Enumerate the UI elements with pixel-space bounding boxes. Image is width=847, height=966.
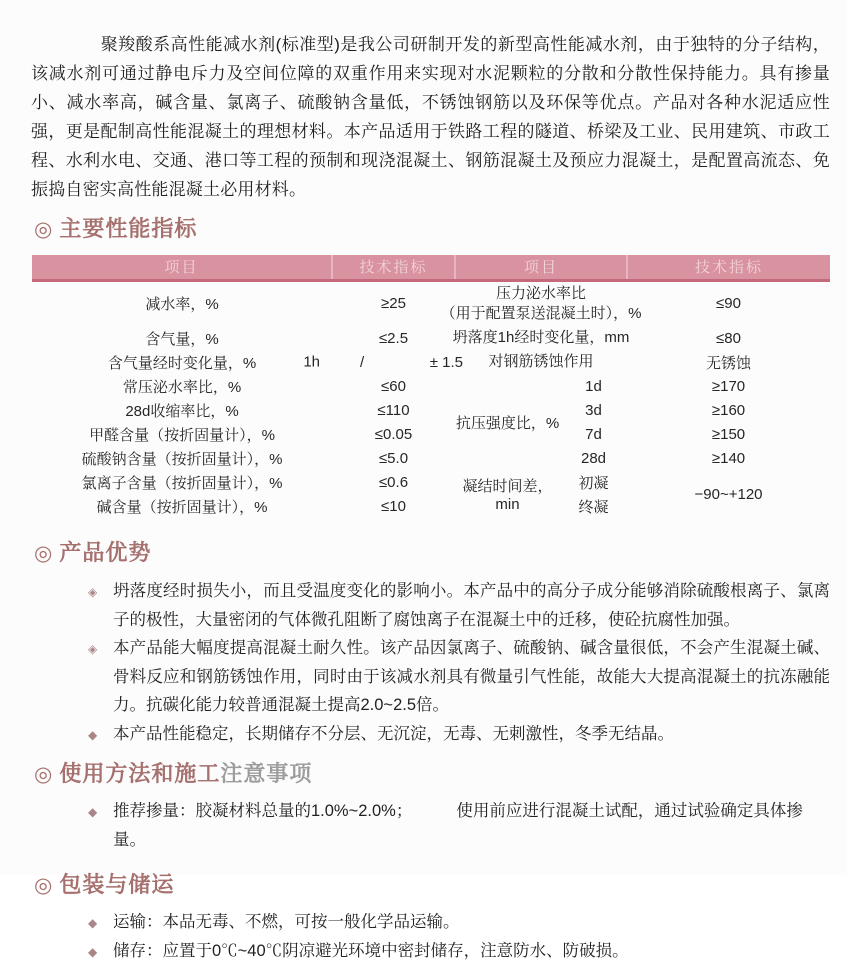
table-row [32, 398, 830, 422]
performance-spec-table [32, 255, 830, 518]
section-marker-icon: ◎ [34, 218, 53, 241]
section-heading-packing [34, 872, 830, 899]
cell-value: ≤2.5 [332, 326, 455, 350]
trial-mix-note: 使用前应进行混凝土试配，通过试验确定具体掺量。 [113, 802, 803, 849]
table-row [32, 374, 830, 398]
cell-value: 无锈蚀 [627, 350, 830, 374]
table-row [32, 280, 830, 326]
cell-item: 碱含量（按折固量计），% [32, 494, 332, 518]
cell-value: −90~+120 [627, 470, 830, 518]
diamond-bullet-icon: ◆ [88, 938, 97, 966]
cell-slash: / [360, 354, 364, 371]
cell-item: 含气量经时变化量，% 1h [32, 350, 332, 374]
column-header-spec-right: 技术指标 [627, 255, 830, 280]
column-header-item-right: 项目 [455, 255, 627, 280]
advantages-list [31, 577, 830, 748]
cell-value: ≤80 [627, 326, 830, 350]
list-item: ◆ 本产品性能稳定，长期储存不分层、无沉淀，无毒、无刺激性，冬季无结晶。 [31, 720, 830, 749]
section-heading-performance [34, 216, 830, 243]
cell-value: ≥150 [627, 422, 830, 446]
cell-item: 减水率，% [32, 280, 332, 326]
table-row [32, 470, 830, 494]
cell-value: ≤5.0 [332, 446, 455, 470]
column-header-item-left: 项目 [32, 255, 332, 280]
cell-item: 28d收缩率比，% [32, 398, 332, 422]
cell-value: ≤10 [332, 494, 455, 518]
list-item: ◆ 储存：应置于0℃~40℃阴凉避光环境中密封储存，注意防水、防破损。 [31, 937, 830, 966]
cell-value: ≤110 [332, 398, 455, 422]
cell-item: 常压泌水率比，% [32, 374, 332, 398]
cell-item-group: 抗压强度比，% [455, 374, 560, 470]
cell-item: 硫酸钠含量（按折固量计），% [32, 446, 332, 470]
cell-value [332, 350, 455, 374]
section-title: 主要性能指标 [59, 216, 197, 241]
cell-value: ≤60 [332, 374, 455, 398]
section-heading-usage [34, 761, 830, 788]
cell-sub-label: 初凝 [560, 470, 627, 494]
cell-value: ≤0.05 [332, 422, 455, 446]
cell-sub-label: 1d [560, 374, 627, 398]
table-row [32, 350, 830, 374]
column-header-spec-left: 技术指标 [332, 255, 455, 280]
section-heading-advantages [34, 540, 830, 567]
section-marker-icon: ◎ [34, 763, 53, 786]
section-title-fade: 注意事项 [220, 761, 312, 786]
cell-sub-label: 终凝 [560, 494, 627, 518]
cell-value-number: ± 1.5 [430, 354, 463, 371]
cell-sub-label: 1h [303, 354, 320, 371]
cell-value: ≥25 [332, 280, 455, 326]
cell-item: 坍落度1h经时变化量，mm [455, 326, 627, 350]
diamond-bullet-icon: ◈ [88, 578, 97, 607]
cell-sub-label: 3d [560, 398, 627, 422]
list-item: ◆ 运输：本品无毒、不燃，可按一般化学品运输。 [31, 908, 830, 937]
cell-item [455, 280, 627, 326]
table-row [32, 422, 830, 446]
cell-item-group: 凝结时间差，min [455, 470, 560, 518]
cell-item-line2: （用于配置泵送混凝土时），% [441, 304, 642, 324]
diamond-bullet-icon: ◆ [88, 909, 97, 938]
cell-sub-label: 7d [560, 422, 627, 446]
cell-value: ≥140 [627, 446, 830, 470]
table-row [32, 326, 830, 350]
section-title-main: 使用方法和施工 [59, 761, 220, 786]
section-marker-icon: ◎ [34, 874, 53, 897]
diamond-bullet-icon: ◈ [88, 635, 97, 664]
cell-sub-label: 28d [560, 446, 627, 470]
cell-value: ≤0.6 [332, 470, 455, 494]
dosage-recommendation: 推荐掺量：胶凝材料总量的1.0%~2.0%； [113, 802, 412, 820]
cell-item: 氯离子含量（按折固量计），% [32, 470, 332, 494]
list-item: ◈ 本产品能大幅度提高混凝土耐久性。该产品因氯离子、硫酸钠、碱含量很低，不会产生混凝土碱、骨料反应和钢筋锈蚀作用，同时由于该减水剂具有微量引气性能，故能大大提高混凝土的抗冻融能力。抗碳化能力较普通混凝土提高2.0~2.5倍。 [31, 634, 830, 720]
cell-value: ≤90 [627, 280, 830, 326]
table-row [32, 446, 830, 470]
section-title: 包装与储运 [59, 872, 174, 897]
cell-value: ≥160 [627, 398, 830, 422]
packing-list [31, 908, 830, 965]
cell-item: 对钢筋锈蚀作用 [455, 350, 627, 374]
list-item [31, 797, 830, 854]
usage-list [31, 797, 830, 854]
diamond-bullet-icon: ◆ [88, 721, 97, 750]
cell-item: 甲醛含量（按折固量计），% [32, 422, 332, 446]
table-header-row [32, 255, 830, 280]
intro-paragraph: 聚羧酸系高性能减水剂(标准型)是我公司研制开发的新型高性能减水剂，由于独特的分子结构，该减水剂可通过静电斥力及空间位障的双重作用来实现对水泥颗粒的分散和分散性保持能力。具有掺量小、减水率高，碱含量、氯离子、硫酸钠含量低，不锈蚀钢筋以及环保等优点。产品对各种水泥适应性强，更是配制高性能混凝土的理想材料。本产品适用于铁路工程的隧道、桥梁及工业、民用建筑、市政工程、水利水电、交通、港口等工程的预制和现浇混凝土、钢筋混凝土及预应力混凝土，是配置高流态、免振捣自密实高性能混凝土必用材料。 [31, 30, 830, 204]
section-title: 产品优势 [59, 540, 151, 565]
cell-item: 含气量，% [32, 326, 332, 350]
diamond-bullet-icon: ◆ [88, 798, 97, 827]
list-item: ◈ 坍落度经时损失小，而且受温度变化的影响小。本产品中的高分子成分能够消除硫酸根离子、氯离子的极性，大量密闭的气体微孔阻断了腐蚀离子在混凝土中的迁移，使砼抗腐性加强。 [31, 577, 830, 634]
cell-item-line1: 压力泌水率比 [496, 284, 586, 304]
section-marker-icon: ◎ [34, 542, 53, 565]
cell-value: ≥170 [627, 374, 830, 398]
